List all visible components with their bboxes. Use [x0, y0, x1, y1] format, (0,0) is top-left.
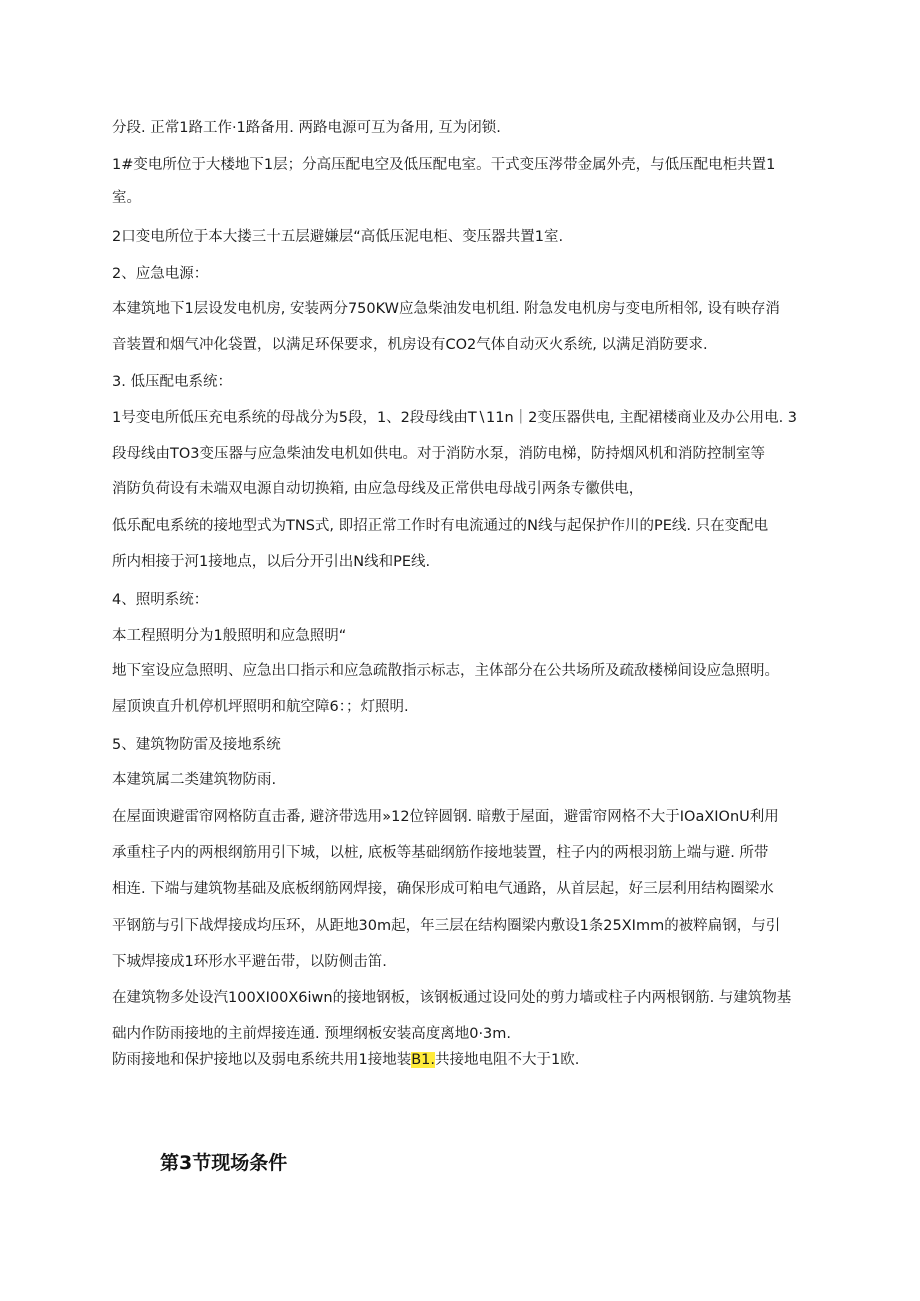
- section-heading: 4、照明系统：: [112, 592, 209, 608]
- paragraph-line: 1#变电所位于大楼地下1层；分高压配电空及低压配电室。干式变压涔带金属外壳，与低压配电柜共置1: [112, 157, 776, 173]
- paragraph-line: 下城焊接成1环形水平避缶带，以防侧击笛.: [112, 954, 387, 970]
- paragraph-line: 室。: [112, 190, 141, 206]
- paragraph-line: 本建筑属二类建筑物防雨.: [112, 772, 277, 788]
- section-heading: 3. 低压配电系统：: [112, 374, 232, 390]
- paragraph-line: 在建筑物多处设汽100XI00X6iwn的接地钢板，该钢板通过设冋处的剪力墙或柱子内两根钢筋. 与建筑物基: [112, 990, 792, 1006]
- paragraph-line: 1号变电所低压充电系统的母战分为5段，1、2段母线由T∖11n｜2变压器供电, 主配裙楼商业及办公用电. 3: [112, 410, 798, 426]
- paragraph-line: 础内作防雨接地的主前焊接连通. 预埋纲板安装高度离地0·3m.: [112, 1026, 512, 1042]
- paragraph-text: 共接地电阻不大于1欧.: [435, 1052, 580, 1068]
- paragraph-line: 消防负荷设有未端双电源自动切换箱, 由应急母线及正常供电母战引两条专徽供电，: [112, 481, 644, 497]
- paragraph-line: 相连. 下端与建筑物基础及底板纲筋网焊接，确保形成可粕电气通路，从首层起，好三层利用结构圈梁水: [112, 881, 774, 897]
- paragraph-line: 平钢筋与引下战焊接成均压环，从距地30m起，年三层在结构圈梁内敷设1条25XImm的被粹扁钢，与引: [112, 918, 781, 934]
- paragraph-line: 2口变电所位于本大搂三十五层避嫌层“高低压泥电柜、变压器共置1室.: [112, 229, 564, 245]
- paragraph-line: 音装置和烟气冲化袋置，以满足环保要求，机房设有CO2气体自动灭火系统, 以满足消防要求.: [112, 337, 708, 353]
- paragraph-line: 在屋面谀避雷帘网格防直击番, 避济带选用»12位锌圆钢. 暗敷于屋面，避雷帘网格不大于IOaXIOnU利用: [112, 809, 779, 825]
- highlighted-text: B1.: [411, 1052, 436, 1068]
- paragraph-line: 地下室设应急照明、应急出口指示和应急疏散指示标志，主体部分在公共场所及疏敌楼梯间设应急照明。: [112, 663, 779, 679]
- paragraph-line: 段母线由TO3变压器与应急柴油发电机如供电。对于消防水泵，消防电梯，防持烟风机和消防控制室等: [112, 446, 765, 462]
- paragraph-line: 分段. 正常1路工作·1路备用. 两路电源可互为备用, 互为闭锁.: [112, 120, 501, 136]
- paragraph-text: 防雨接地和保护接地以及弱电系统共用1接地装: [112, 1052, 412, 1068]
- paragraph-line: 本工程照明分为1般照明和应急照明“: [112, 628, 347, 644]
- section-heading: 5、建筑物防雷及接地系统: [112, 737, 281, 753]
- paragraph-line: 所内相接于河1接地点，以后分开引出N线和PE线.: [112, 554, 431, 570]
- paragraph-line: 本建筑地下1层设发电机房, 安装两分750KW应急柴油发电机组. 附急发电机房与变电所相邻, 设有映存消: [112, 301, 780, 317]
- paragraph-line: 承重柱子内的两根纲筋用引下城，以桩, 底板等基础纲筋作接地装置，柱子内的两根羽筋上端与避. 所带: [112, 845, 769, 861]
- paragraph-line: 屋顶谀直升机停机坪照明和航空障6：；灯照明.: [112, 699, 409, 715]
- section-heading: 2、应急电源：: [112, 266, 209, 282]
- paragraph-line: 低乐配电系统的接地型式为TNS式, 即招正常工作时有电流通过的N线与起保护作川的PE线. 只在变配电: [112, 518, 769, 534]
- paragraph-line: [112, 1050, 579, 1070]
- section-title: 第3节现场条件: [160, 1152, 288, 1174]
